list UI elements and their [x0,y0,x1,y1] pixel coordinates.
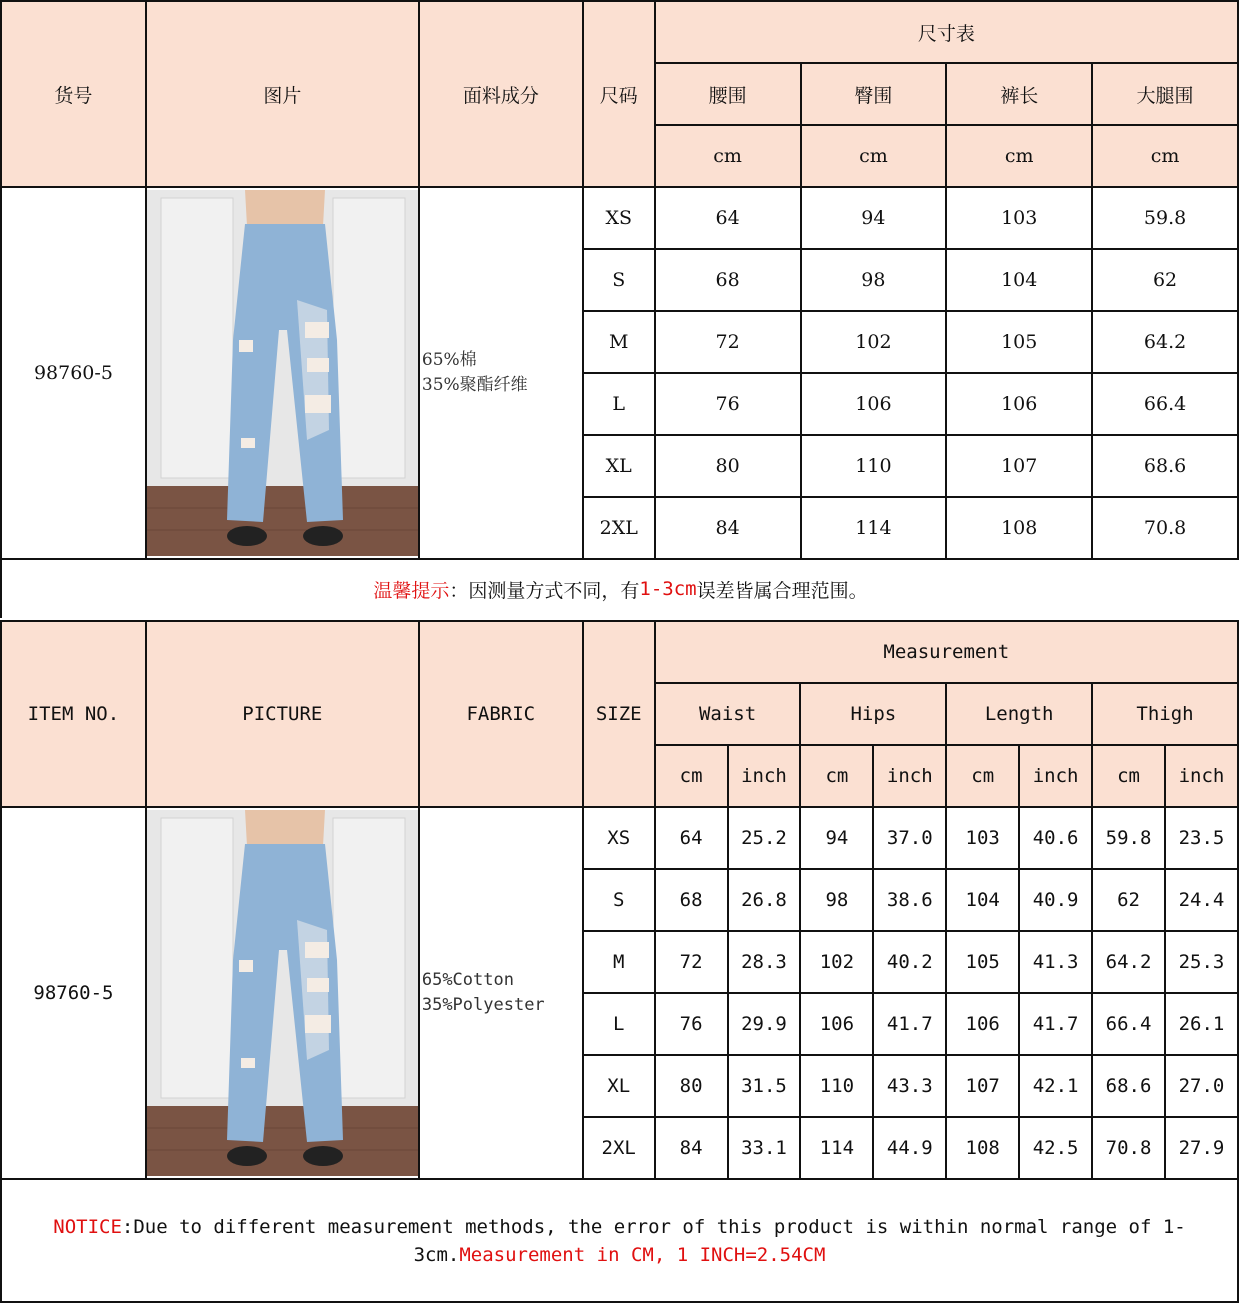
length-cell: 105 [946,311,1092,373]
thigh-cm-cell: 70.8 [1092,1117,1165,1179]
waist-inch-cell: 26.8 [728,869,801,931]
tip-text: ：因测量方式不同，有 [449,579,640,602]
item-no-header: ITEM NO. [1,621,146,807]
fabric-line: 35%聚酯纤维 [421,375,528,395]
waist-inch-cell: 25.2 [728,807,801,869]
fabric-composition [419,187,583,559]
length-cell: 107 [946,435,1092,497]
measurement-tip [0,560,1239,618]
size-cell: S [583,249,655,311]
thigh-inch-cell: 27.0 [1165,1055,1238,1117]
measurement-notice [0,1180,1239,1303]
hips-cell: 94 [801,187,947,249]
hips-inch-cell: 38.6 [873,869,946,931]
size-cell: M [583,311,655,373]
fabric-header: FABRIC [419,621,583,807]
thigh-cell: 70.8 [1092,497,1238,559]
hips-inch-cell: 44.9 [873,1117,946,1179]
col-length-header: 裤长 [946,63,1092,125]
picture-header: 图片 [146,1,419,187]
jeans-photo [147,810,418,1176]
unit-inch-label: inch [1019,745,1092,807]
size-chart-cn [0,0,1239,560]
hips-cell: 106 [801,373,947,435]
hips-cm-cell: 106 [800,993,873,1055]
unit-inch-label: inch [728,745,801,807]
waist-cell: 72 [655,311,801,373]
item-no: 98760-5 [1,187,146,559]
thigh-cell: 64.2 [1092,311,1238,373]
length-inch-cell: 42.5 [1019,1117,1092,1179]
thigh-cm-cell: 59.8 [1092,807,1165,869]
unit-inch-label: inch [1165,745,1238,807]
length-inch-cell: 40.6 [1019,807,1092,869]
notice-paragraph [2,1213,1237,1269]
hips-inch-cell: 40.2 [873,931,946,993]
size-cell: 2XL [583,1117,655,1179]
tip-text-end: 误差皆属合理范围。 [696,579,868,602]
length-inch-cell: 41.3 [1019,931,1092,993]
hips-cm-cell: 94 [800,807,873,869]
waist-cell: 84 [655,497,801,559]
waist-cm-cell: 64 [655,807,728,869]
length-cell: 106 [946,373,1092,435]
size-cell: XL [583,1055,655,1117]
jeans-photo [147,190,418,556]
col-waist-header: Waist [655,683,801,745]
size-cell: XS [583,187,655,249]
col-waist-header: 腰围 [655,63,801,125]
waist-inch-cell: 28.3 [728,931,801,993]
length-cm-cell: 108 [946,1117,1019,1179]
waist-cell: 76 [655,373,801,435]
thigh-cm-cell: 66.4 [1092,993,1165,1055]
length-cell: 104 [946,249,1092,311]
waist-cell: 64 [655,187,801,249]
hips-cell: 114 [801,497,947,559]
size-cell: XL [583,435,655,497]
unit-label: cm [655,125,801,187]
tip-range: 1-3cm [639,578,697,600]
waist-cm-cell: 72 [655,931,728,993]
length-inch-cell: 40.9 [1019,869,1092,931]
col-thigh-header: 大腿围 [1092,63,1238,125]
size-cell: L [583,373,655,435]
waist-cell: 68 [655,249,801,311]
waist-cm-cell: 68 [655,869,728,931]
waist-cm-cell: 84 [655,1117,728,1179]
thigh-inch-cell: 27.9 [1165,1117,1238,1179]
size-header: 尺码 [583,1,655,187]
hips-cm-cell: 110 [800,1055,873,1117]
hips-inch-cell: 37.0 [873,807,946,869]
hips-cell: 98 [801,249,947,311]
col-thigh-header: Thigh [1092,683,1238,745]
item-no: 98760-5 [1,807,146,1179]
waist-inch-cell: 29.9 [728,993,801,1055]
unit-cm-label: cm [800,745,873,807]
waist-inch-cell: 31.5 [728,1055,801,1117]
chart-title: Measurement [655,621,1238,683]
unit-label: cm [946,125,1092,187]
unit-label: cm [1092,125,1238,187]
picture-header: PICTURE [146,621,419,807]
size-cell: XS [583,807,655,869]
fabric-line: 65%棉 [421,350,477,370]
hips-cm-cell: 114 [800,1117,873,1179]
thigh-cm-cell: 62 [1092,869,1165,931]
hips-cm-cell: 102 [800,931,873,993]
thigh-inch-cell: 23.5 [1165,807,1238,869]
thigh-cm-cell: 68.6 [1092,1055,1165,1117]
thigh-cell: 66.4 [1092,373,1238,435]
product-photo [146,187,419,559]
length-cm-cell: 106 [946,993,1019,1055]
size-cell: S [583,869,655,931]
product-photo [146,807,419,1179]
item-no-header: 货号 [1,1,146,187]
thigh-cell: 62 [1092,249,1238,311]
length-inch-cell: 41.7 [1019,993,1092,1055]
size-cell: M [583,931,655,993]
notice-label: NOTICE [53,1215,122,1238]
waist-cell: 80 [655,435,801,497]
length-cm-cell: 104 [946,869,1019,931]
unit-cm-label: cm [655,745,728,807]
fabric-line: 65%Cotton [421,970,514,990]
col-hips-header: 臀围 [801,63,947,125]
hips-inch-cell: 43.3 [873,1055,946,1117]
unit-inch-label: inch [873,745,946,807]
thigh-inch-cell: 24.4 [1165,869,1238,931]
thigh-cm-cell: 64.2 [1092,931,1165,993]
length-cell: 108 [946,497,1092,559]
chart-title: 尺寸表 [655,1,1238,63]
length-cell: 103 [946,187,1092,249]
thigh-cell: 68.6 [1092,435,1238,497]
thigh-inch-cell: 26.1 [1165,993,1238,1055]
unit-cm-label: cm [946,745,1019,807]
waist-cm-cell: 80 [655,1055,728,1117]
hips-cm-cell: 98 [800,869,873,931]
unit-cm-label: cm [1092,745,1165,807]
unit-label: cm [801,125,947,187]
length-cm-cell: 105 [946,931,1019,993]
length-cm-cell: 107 [946,1055,1019,1117]
fabric-line: 35%Polyester [421,995,545,1015]
notice-text: :Due to different measurement methods, the error of this product is within normal range of 1-3cm. [121,1215,1186,1266]
tip-label: 温馨提示 [373,579,450,602]
hips-cell: 110 [801,435,947,497]
waist-inch-cell: 33.1 [728,1117,801,1179]
thigh-inch-cell: 25.3 [1165,931,1238,993]
notice-red-text: Measurement in CM, 1 INCH=2.54CM [459,1243,826,1266]
hips-inch-cell: 41.7 [873,993,946,1055]
fabric-header: 面料成分 [419,1,583,187]
col-hips-header: Hips [800,683,946,745]
length-cm-cell: 103 [946,807,1019,869]
size-header: SIZE [583,621,655,807]
fabric-composition [419,807,583,1179]
length-inch-cell: 42.1 [1019,1055,1092,1117]
thigh-cell: 59.8 [1092,187,1238,249]
hips-cell: 102 [801,311,947,373]
size-chart-en [0,620,1239,1180]
size-cell: L [583,993,655,1055]
waist-cm-cell: 76 [655,993,728,1055]
col-length-header: Length [946,683,1092,745]
size-cell: 2XL [583,497,655,559]
